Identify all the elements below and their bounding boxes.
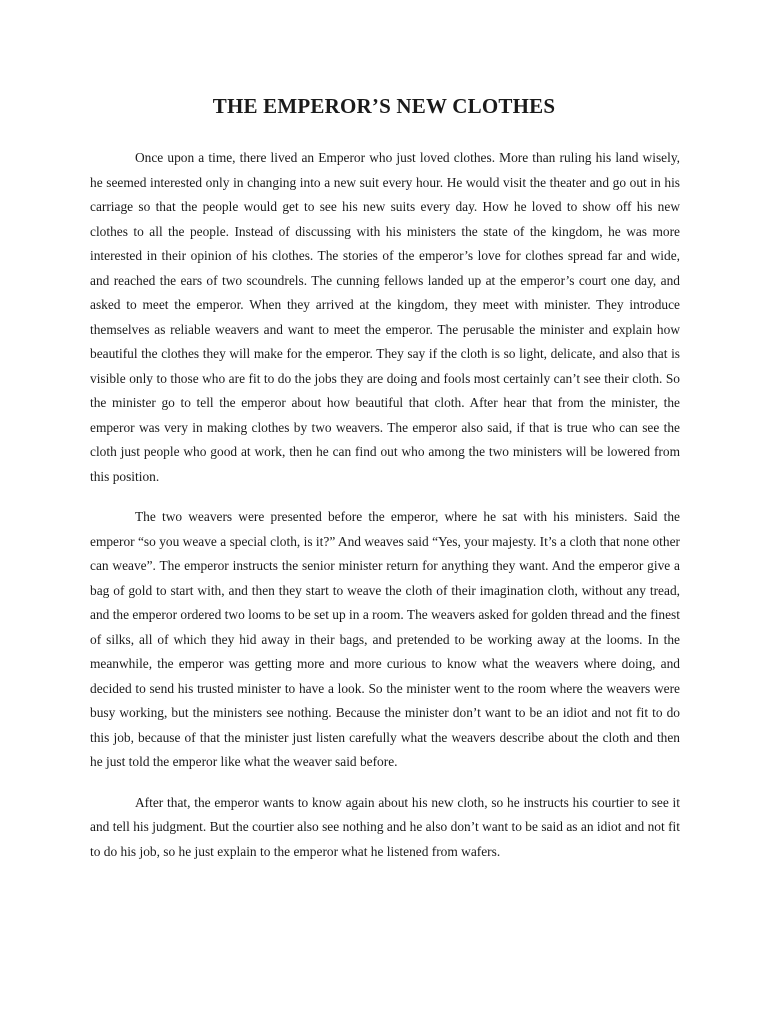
document-title: THE EMPEROR’S NEW CLOTHES	[212, 94, 556, 118]
document-body	[90, 146, 680, 880]
paragraph-3: After that, the emperor wants to know again about his new cloth, so he instructs his courtier to see it and tell his judgment. But the courtier also see nothing and he also don’t want to be said as an idiot and not fit to do his job, so he just explain to the emperor what he listened from wafers.	[90, 794, 680, 859]
paragraph-2: The two weavers were presented before the emperor, where he sat with his ministers. Said the emperor “so you weave a special cloth, is it?” And weaves said “Yes, your majesty. It’s a cloth that none other can weave”. The emperor instructs the senior minister return for anything they want. And the emperor give a bag of gold to start with, and then they start to weave the cloth of their imagination cloth, without any tread, and the emperor ordered two looms to be set up in a room. The weavers asked for golden thread and the finest of silks, all of which they hid away in their bags, and pretended to be working away at the looms. In the meanwhile, the emperor was getting more and more curious to know what the weavers where doing, and decided to send his trusted minister to have a look. So the minister went to the room where the weavers were busy working, but the ministers see nothing. Because the minister don’t want to be an idiot and not fit to do this job, because of that the minister just listen carefully what the weavers describe about the cloth and then he just told the emperor like what the weaver said before.	[90, 509, 680, 769]
paragraph-1: Once upon a time, there lived an Emperor who just loved clothes. More than ruling his land wisely, he seemed interested only in changing into a new suit every hour. He would visit the theater and go out in his carriage so that the people would get to see his new suits every day. How he loved to show off his new clothes to all the people. Instead of discussing with his ministers the state of the kingdom, he was more interested in their opinion of his clothes. The stories of the emperor’s love for clothes spread far and wide, and reached the ears of two scoundrels. The cunning fellows landed up at the emperor’s court one day, and asked to meet the emperor. When they arrived at the kingdom, they meet with minister. They introduce themselves as reliable weavers and want to meet the emperor. The perusable the minister and explain how beautiful the clothes they will make for the emperor. They say if the cloth is so light, delicate, and also that is visible only to those who are fit to do the jobs they are doing and fools most certainly can’t see their cloth. So the minister go to tell the emperor about how beautiful that cloth. After hear that from the minister, the emperor was very in making clothes by two weavers. The emperor also said, if that is true who can see the cloth just people who good at work, then he can find out who among the two ministers will be lowered from this position.	[90, 150, 680, 484]
